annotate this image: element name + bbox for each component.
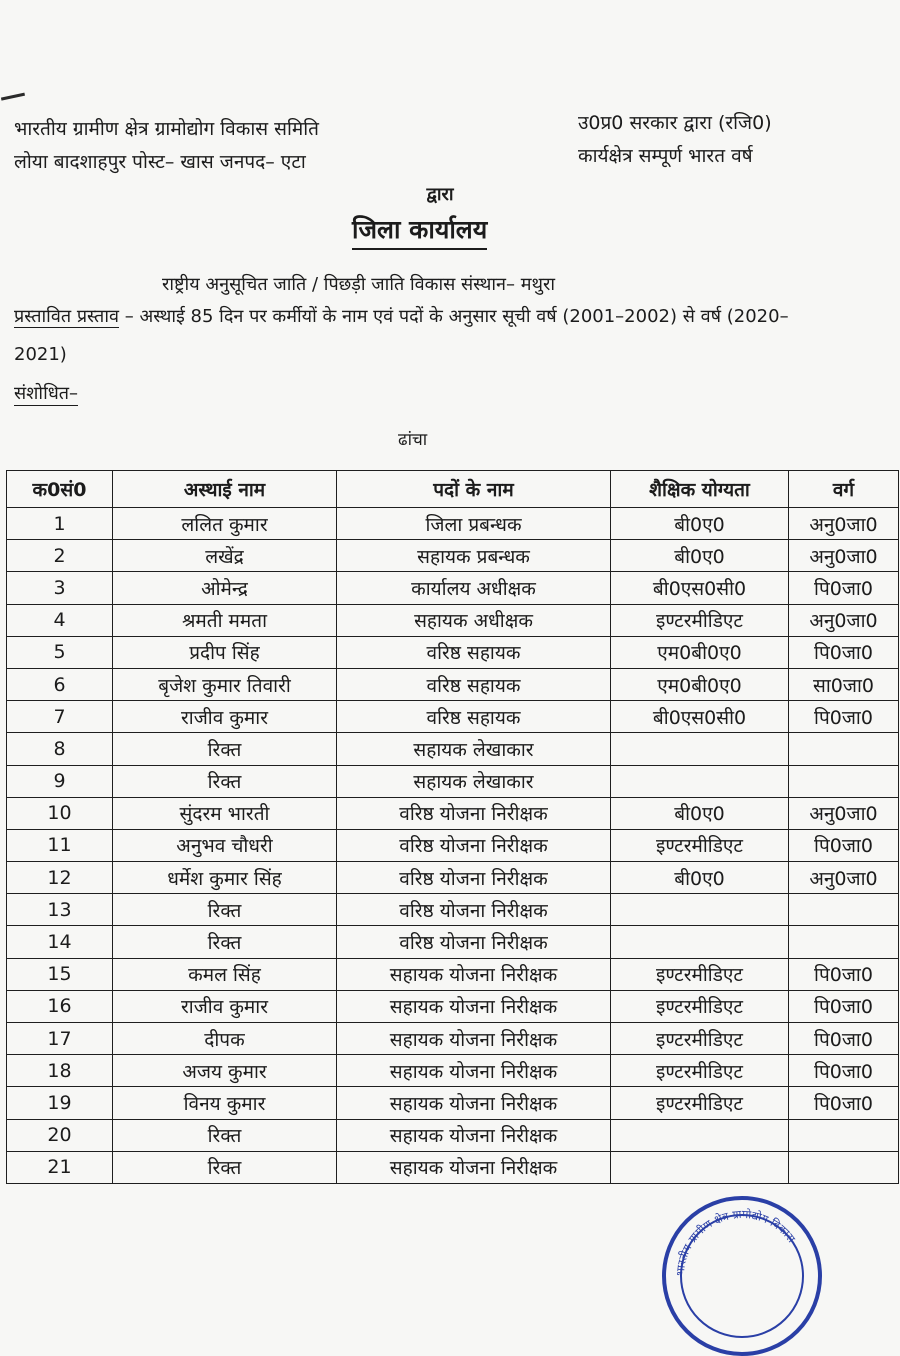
cell-qualification: बी0एस0सी0 — [611, 701, 789, 733]
cell-qualification: एम0बी0ए0 — [611, 636, 789, 668]
cell-serial: 5 — [7, 636, 113, 668]
cell-post: वरिष्ठ योजना निरीक्षक — [337, 926, 611, 958]
cell-post: वरिष्ठ सहायक — [337, 701, 611, 733]
cell-name: रिक्त — [113, 926, 337, 958]
table-row — [7, 540, 899, 572]
cell-serial: 16 — [7, 990, 113, 1022]
cell-serial: 14 — [7, 926, 113, 958]
cell-qualification: इण्टरमीडिएट — [611, 604, 789, 636]
cell-post: वरिष्ठ सहायक — [337, 668, 611, 700]
table-row — [7, 1119, 899, 1151]
cell-qualification: बी0ए0 — [611, 540, 789, 572]
cell-serial: 12 — [7, 862, 113, 894]
cell-serial: 13 — [7, 894, 113, 926]
cell-category — [789, 765, 899, 797]
table-row — [7, 572, 899, 604]
cell-category: अनु0जा0 — [789, 508, 899, 540]
cell-qualification: इण्टरमीडिएट — [611, 990, 789, 1022]
cell-category: पि0जा0 — [789, 990, 899, 1022]
revised-label: संशोधित– — [14, 383, 79, 404]
cell-serial: 17 — [7, 1023, 113, 1055]
cell-post: सहायक योजना निरीक्षक — [337, 1151, 611, 1183]
cell-category: अनु0जा0 — [789, 797, 899, 829]
table-row — [7, 862, 899, 894]
cell-post: सहायक योजना निरीक्षक — [337, 1087, 611, 1119]
cell-serial: 15 — [7, 958, 113, 990]
seal-lettering — [666, 1200, 818, 1352]
cell-name: लखेंद्र — [113, 540, 337, 572]
cell-category: पि0जा0 — [789, 958, 899, 990]
org-address: लोया बादशाहपुर पोस्ट– खास जनपद– एटा — [14, 151, 306, 173]
cell-qualification: इण्टरमीडिएट — [611, 1023, 789, 1055]
cell-serial: 10 — [7, 797, 113, 829]
cell-name: अजय कुमार — [113, 1055, 337, 1087]
cell-serial: 9 — [7, 765, 113, 797]
cell-qualification — [611, 894, 789, 926]
cell-qualification: इण्टरमीडिएट — [611, 829, 789, 861]
cell-name: रिक्त — [113, 894, 337, 926]
header-name: अस्थाई नाम — [113, 471, 337, 508]
table-row — [7, 926, 899, 958]
cell-post: वरिष्ठ योजना निरीक्षक — [337, 894, 611, 926]
cell-post: सहायक योजना निरीक्षक — [337, 958, 611, 990]
cell-serial: 21 — [7, 1151, 113, 1183]
cell-serial: 1 — [7, 508, 113, 540]
cell-serial: 11 — [7, 829, 113, 861]
cell-qualification: इण्टरमीडिएट — [611, 1055, 789, 1087]
cell-name: रिक्त — [113, 1119, 337, 1151]
letterhead-right — [578, 107, 772, 173]
cell-category — [789, 894, 899, 926]
cell-qualification: बी0ए0 — [611, 862, 789, 894]
cell-category: पि0जा0 — [789, 636, 899, 668]
cell-qualification — [611, 733, 789, 765]
table-row — [7, 1055, 899, 1087]
proposal-label: प्रस्तावित प्रस्ताव — [14, 306, 119, 327]
cell-name: रिक्त — [113, 1151, 337, 1183]
by-label: द्वारा — [426, 184, 454, 205]
cell-post: सहायक योजना निरीक्षक — [337, 1023, 611, 1055]
table-row — [7, 797, 899, 829]
cell-name: कमल सिंह — [113, 958, 337, 990]
cell-name: ललित कुमार — [113, 508, 337, 540]
cell-category — [789, 1151, 899, 1183]
proposal-paragraph — [14, 298, 804, 374]
cell-qualification: एम0बी0ए0 — [611, 668, 789, 700]
cell-name: राजीव कुमार — [113, 990, 337, 1022]
scan-mark — [1, 93, 27, 111]
cell-serial: 6 — [7, 668, 113, 700]
cell-serial: 3 — [7, 572, 113, 604]
table-row — [7, 668, 899, 700]
cell-post: सहायक योजना निरीक्षक — [337, 1055, 611, 1087]
table-row — [7, 829, 899, 861]
cell-category: पि0जा0 — [789, 572, 899, 604]
cell-qualification: बी0ए0 — [611, 508, 789, 540]
cell-post: वरिष्ठ योजना निरीक्षक — [337, 862, 611, 894]
table-row — [7, 958, 899, 990]
cell-qualification: इण्टरमीडिएट — [611, 958, 789, 990]
org-name: भारतीय ग्रामीण क्षेत्र ग्रामोद्योग विकास समिति — [14, 118, 320, 140]
cell-post: सहायक योजना निरीक्षक — [337, 990, 611, 1022]
cell-name: दीपक — [113, 1023, 337, 1055]
cell-post: कार्यालय अधीक्षक — [337, 572, 611, 604]
cell-category — [789, 733, 899, 765]
cell-category: पि0जा0 — [789, 1087, 899, 1119]
table-row — [7, 1151, 899, 1183]
cell-qualification — [611, 1119, 789, 1151]
cell-post: जिला प्रबन्धक — [337, 508, 611, 540]
table-row — [7, 894, 899, 926]
cell-name: विनय कुमार — [113, 1087, 337, 1119]
proposal-text: – अस्थाई 85 दिन पर कर्मीयों के नाम एवं पदों के अनुसार सूची वर्ष (2001–2002) से वर्ष (2020–2021) — [14, 306, 789, 365]
cell-name: सुंदरम भारती — [113, 797, 337, 829]
cell-serial: 4 — [7, 604, 113, 636]
cell-name: रिक्त — [113, 733, 337, 765]
cell-name: अनुभव चौधरी — [113, 829, 337, 861]
cell-category: पि0जा0 — [789, 829, 899, 861]
cell-post: सहायक प्रबन्धक — [337, 540, 611, 572]
structure-label: ढांचा — [398, 430, 428, 450]
cell-post: वरिष्ठ योजना निरीक्षक — [337, 797, 611, 829]
cell-name: धर्मेश कुमार सिंह — [113, 862, 337, 894]
cell-name: राजीव कुमार — [113, 701, 337, 733]
header-serial: क0सं0 — [7, 471, 113, 508]
letterhead-left — [14, 113, 319, 179]
table-row — [7, 636, 899, 668]
seal-text-path: भारतीय ग्रामीण क्षेत्र ग्रामोद्योग विकास — [673, 1207, 798, 1277]
cell-qualification: बी0ए0 — [611, 797, 789, 829]
cell-category: अनु0जा0 — [789, 862, 899, 894]
cell-serial: 8 — [7, 733, 113, 765]
cell-name: ओमेन्द्र — [113, 572, 337, 604]
work-area-note: कार्यक्षेत्र सम्पूर्ण भारत वर्ष — [578, 145, 753, 167]
cell-serial: 18 — [7, 1055, 113, 1087]
cell-qualification — [611, 765, 789, 797]
cell-category — [789, 1119, 899, 1151]
table-header-row — [7, 471, 899, 508]
cell-name: श्रमती ममता — [113, 604, 337, 636]
cell-post: वरिष्ठ योजना निरीक्षक — [337, 829, 611, 861]
cell-serial: 7 — [7, 701, 113, 733]
cell-qualification: इण्टरमीडिएट — [611, 1087, 789, 1119]
table-row — [7, 733, 899, 765]
table-row — [7, 1023, 899, 1055]
cell-qualification — [611, 926, 789, 958]
office-title: जिला कार्यालय — [352, 213, 487, 250]
cell-serial: 2 — [7, 540, 113, 572]
cell-qualification — [611, 1151, 789, 1183]
table-row — [7, 990, 899, 1022]
table-row — [7, 1087, 899, 1119]
header-post: पदों के नाम — [337, 471, 611, 508]
cell-category — [789, 926, 899, 958]
cell-post: सहायक लेखाकार — [337, 765, 611, 797]
cell-post: सहायक योजना निरीक्षक — [337, 1119, 611, 1151]
table-row — [7, 701, 899, 733]
table-row — [7, 604, 899, 636]
cell-category: सा0जा0 — [789, 668, 899, 700]
organization-seal — [662, 1196, 822, 1356]
table-row — [7, 765, 899, 797]
staff-table — [6, 470, 899, 1184]
cell-serial: 20 — [7, 1119, 113, 1151]
cell-qualification: बी0एस0सी0 — [611, 572, 789, 604]
seal-text — [674, 1208, 798, 1276]
cell-post: वरिष्ठ सहायक — [337, 636, 611, 668]
cell-serial: 19 — [7, 1087, 113, 1119]
cell-post: सहायक लेखाकार — [337, 733, 611, 765]
cell-name: प्रदीप सिंह — [113, 636, 337, 668]
cell-category: पि0जा0 — [789, 1023, 899, 1055]
cell-name: बृजेश कुमार तिवारी — [113, 668, 337, 700]
institute-line: राष्ट्रीय अनुसूचित जाति / पिछड़ी जाति विकास संस्थान– मथुरा — [162, 274, 555, 295]
header-qualification: शैक्षिक योग्यता — [611, 471, 789, 508]
cell-category: पि0जा0 — [789, 701, 899, 733]
cell-post: सहायक अधीक्षक — [337, 604, 611, 636]
cell-category: पि0जा0 — [789, 1055, 899, 1087]
cell-category: अनु0जा0 — [789, 604, 899, 636]
cell-name: रिक्त — [113, 765, 337, 797]
registration-note: उ0प्र0 सरकार द्वारा (रजि0) — [578, 112, 772, 134]
header-category: वर्ग — [789, 471, 899, 508]
table-row — [7, 508, 899, 540]
cell-category: अनु0जा0 — [789, 540, 899, 572]
